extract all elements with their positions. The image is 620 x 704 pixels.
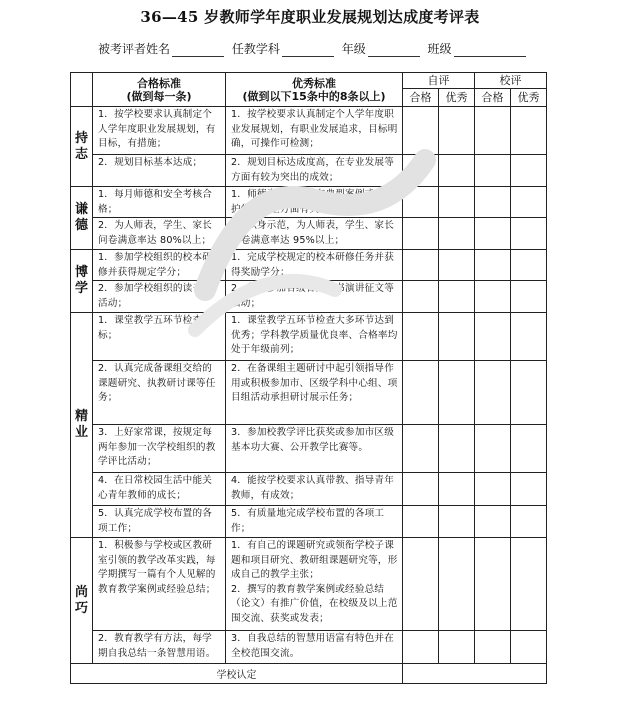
qualified-item: 1．积极参与学校或区教研室引领的教学改革实践，每学期撰写一篇有个人见解的教育教学案例或经验总结； xyxy=(93,538,226,631)
corner-cell xyxy=(71,73,93,107)
name-label: 被考评者姓名 xyxy=(98,42,171,56)
score-cell[interactable] xyxy=(511,155,547,187)
score-cell[interactable] xyxy=(511,506,547,538)
qualified-item: 4．在日常校园生活中能关心青年教师的成长； xyxy=(93,473,226,506)
excellent-item: 1．课堂教学五环节检查大多环节达到优秀；学科教学质量优良率、合格率均处于年级前列； xyxy=(226,313,403,361)
score-cell[interactable] xyxy=(475,538,511,631)
score-cell[interactable] xyxy=(475,631,511,664)
subject-label: 任教学科 xyxy=(231,42,280,56)
evaluation-table xyxy=(70,72,547,684)
excellent-item: 5．有质量地完成学校布置的各项工作； xyxy=(226,506,403,538)
score-cell[interactable] xyxy=(475,187,511,218)
qualified-standard-header xyxy=(93,73,226,107)
score-cell[interactable] xyxy=(403,538,439,631)
qualified-item: 1．参加学校组织的校本研修并获得规定学分； xyxy=(93,250,226,281)
score-cell[interactable] xyxy=(475,361,511,425)
score-cell[interactable] xyxy=(475,155,511,187)
qualified-item: 2．参加学校组织的读书等活动； xyxy=(93,281,226,313)
score-cell[interactable] xyxy=(511,361,547,425)
score-cell[interactable] xyxy=(403,218,439,250)
excellent-item: 3．参加校教学评比获奖或参加市区级基本功大赛、公开教学比赛等。 xyxy=(226,425,403,473)
score-cell[interactable] xyxy=(439,631,475,664)
category-qiande: 谦德 xyxy=(71,187,93,250)
category-boxue: 博学 xyxy=(71,250,93,313)
qualified-item: 1．按学校要求认真制定个人学年度职业发展规划，有目标，有措施； xyxy=(93,107,226,155)
score-cell[interactable] xyxy=(511,187,547,218)
self-excellent-header: 优秀 xyxy=(439,89,475,107)
score-cell[interactable] xyxy=(511,250,547,281)
name-blank[interactable] xyxy=(172,44,224,57)
category-shangqiao: 尚巧 xyxy=(71,538,93,664)
excellent-item: 1．有自己的课题研究或领衔学校子课题和项目研究、教研组课题研究等，形成自己的教学主张； 2．撰写的教育教学案例或经验总结（论文）有推广价值，在校级及以上范围交流、获奖或发表； xyxy=(226,538,403,631)
score-cell[interactable] xyxy=(439,473,475,506)
score-cell[interactable] xyxy=(511,281,547,313)
score-cell[interactable] xyxy=(439,538,475,631)
score-cell[interactable] xyxy=(511,473,547,506)
score-cell[interactable] xyxy=(403,425,439,473)
excellent-item: 1．按学校要求认真制定个人学年度职业发展规划，有职业发展追求，目标明确，可操作可检测； xyxy=(226,107,403,155)
grade-label: 年级 xyxy=(341,42,366,56)
form-title: 36—45 岁教师学年度职业发展规划达成度考评表 xyxy=(140,8,480,26)
score-cell[interactable] xyxy=(475,313,511,361)
qualified-header-note: (做到每一条) xyxy=(126,89,192,103)
school-excellent-header: 优秀 xyxy=(511,89,547,107)
score-cell[interactable] xyxy=(511,107,547,155)
category-chizhi: 持志 xyxy=(71,107,93,187)
score-cell[interactable] xyxy=(511,631,547,664)
score-cell[interactable] xyxy=(475,218,511,250)
qualified-item: 3．上好家常课，按规定每两年参加一次学校组织的教学评比活动； xyxy=(93,425,226,473)
score-cell[interactable] xyxy=(403,281,439,313)
evaluatee-info-line xyxy=(98,40,530,57)
category-jingye: 精业 xyxy=(71,313,93,538)
score-cell[interactable] xyxy=(511,425,547,473)
excellent-item: 2．规划目标达成度高，在专业发展等方面有较为突出的成效； xyxy=(226,155,403,187)
self-pass-header: 合格 xyxy=(403,89,439,107)
excellent-standard-header xyxy=(226,73,403,107)
score-cell[interactable] xyxy=(475,281,511,313)
score-cell[interactable] xyxy=(403,107,439,155)
excellent-item: 1．师德表现突出，有典型案例或在维护学校安全方面有突出贡献； xyxy=(226,187,403,218)
subject-blank[interactable] xyxy=(282,44,334,57)
score-cell[interactable] xyxy=(475,425,511,473)
score-cell[interactable] xyxy=(439,250,475,281)
score-cell[interactable] xyxy=(403,361,439,425)
score-cell[interactable] xyxy=(403,250,439,281)
qualified-item: 2．认真完成备课组交给的课题研究、执教研讨课等任务； xyxy=(93,361,226,425)
school-confirmation-cell[interactable] xyxy=(403,664,547,684)
score-cell[interactable] xyxy=(511,313,547,361)
school-confirmation-label: 学校认定 xyxy=(71,664,403,684)
score-cell[interactable] xyxy=(439,155,475,187)
school-pass-header: 合格 xyxy=(475,89,511,107)
excellent-header-note: (做到以下15条中的8条以上) xyxy=(242,89,386,103)
score-cell[interactable] xyxy=(439,187,475,218)
score-cell[interactable] xyxy=(403,473,439,506)
qualified-item: 1．课堂教学五环节检查达标； xyxy=(93,313,226,361)
score-cell[interactable] xyxy=(439,361,475,425)
class-blank[interactable] xyxy=(454,44,526,57)
score-cell[interactable] xyxy=(475,473,511,506)
score-cell[interactable] xyxy=(511,538,547,631)
score-cell[interactable] xyxy=(439,281,475,313)
score-cell[interactable] xyxy=(511,218,547,250)
score-cell[interactable] xyxy=(403,187,439,218)
score-cell[interactable] xyxy=(475,107,511,155)
score-cell[interactable] xyxy=(403,631,439,664)
excellent-item: 3．自我总结的智慧用语富有特色并在全校范围交流。 xyxy=(226,631,403,664)
excellent-item: 1．完成学校规定的校本研修任务并获得奖励学分； xyxy=(226,250,403,281)
qualified-item: 2．规划目标基本达成； xyxy=(93,155,226,187)
score-cell[interactable] xyxy=(439,313,475,361)
score-cell[interactable] xyxy=(475,250,511,281)
qualified-item: 5．认真完成学校布置的各项工作； xyxy=(93,506,226,538)
excellent-item: 2．积极参加各级各类读书演讲征文等活动； xyxy=(226,281,403,313)
qualified-item: 1．每月师德和安全考核合格； xyxy=(93,187,226,218)
excellent-item: 2．以身示范，为人师表，学生、家长问卷满意率达 95%以上； xyxy=(226,218,403,250)
qualified-item: 2．教育教学有方法，每学期自我总结一条智慧用语。 xyxy=(93,631,226,664)
qualified-item: 2．为人师表，学生、家长问卷满意率达 80%以上； xyxy=(93,218,226,250)
excellent-item: 4．能按学校要求认真带教、指导青年教师，有成效； xyxy=(226,473,403,506)
excellent-item: 2．在备课组主题研讨中起引领指导作用或积极参加市、区级学科中心组、项目组活动承担研讨展示任务； xyxy=(226,361,403,425)
self-eval-header: 自评 xyxy=(403,73,475,89)
school-eval-header: 校评 xyxy=(475,73,547,89)
score-cell[interactable] xyxy=(439,425,475,473)
class-label: 班级 xyxy=(427,42,452,56)
score-cell[interactable] xyxy=(439,218,475,250)
score-cell[interactable] xyxy=(403,155,439,187)
score-cell[interactable] xyxy=(475,506,511,538)
score-cell[interactable] xyxy=(439,506,475,538)
score-cell[interactable] xyxy=(403,313,439,361)
excellent-header-title: 优秀标准 xyxy=(292,76,336,90)
grade-blank[interactable] xyxy=(368,44,420,57)
qualified-header-title: 合格标准 xyxy=(137,76,181,90)
score-cell[interactable] xyxy=(403,506,439,538)
score-cell[interactable] xyxy=(439,107,475,155)
